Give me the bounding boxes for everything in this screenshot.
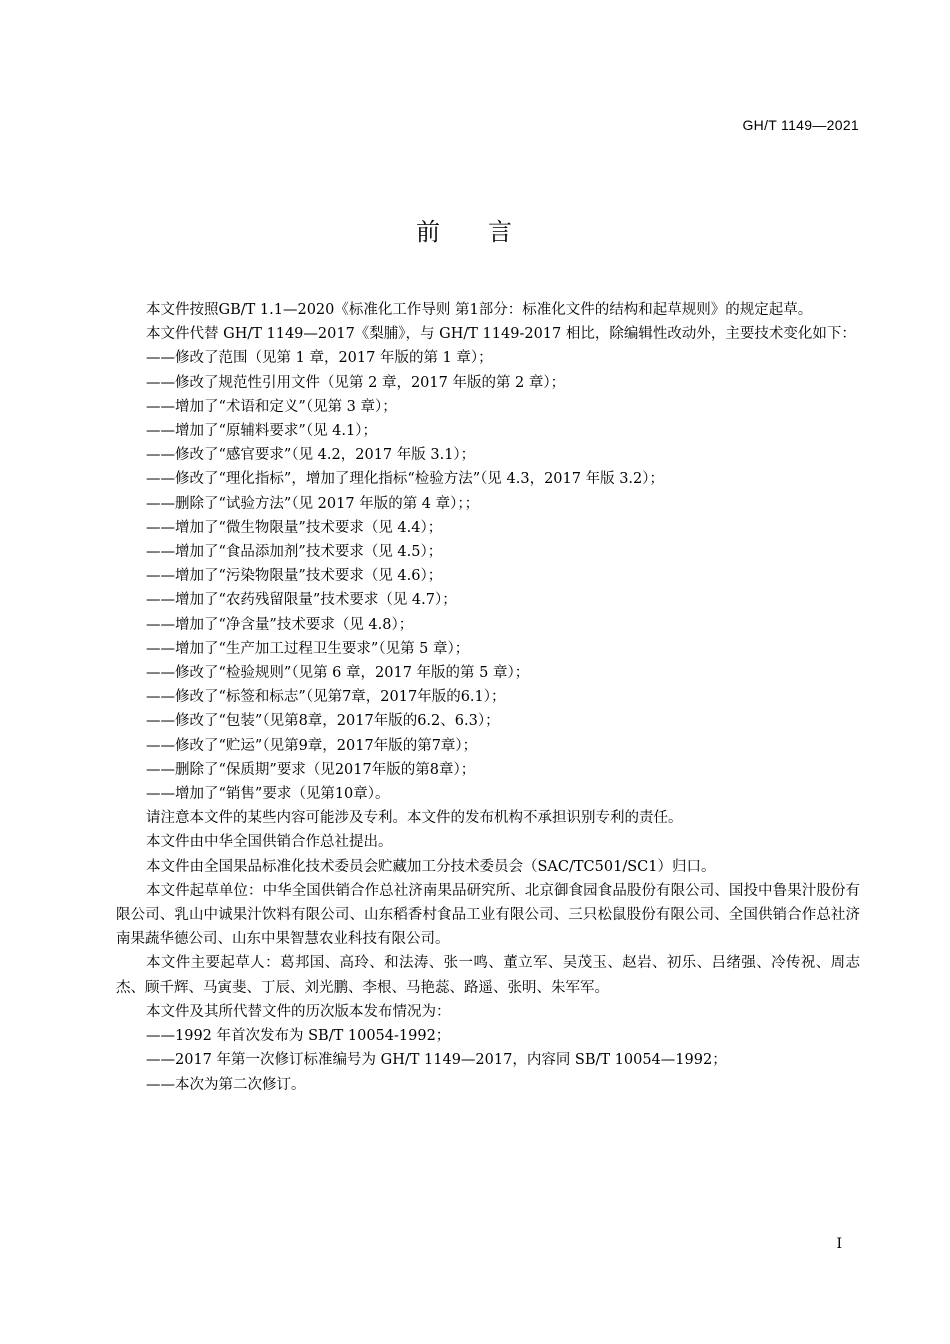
change-item: ——增加了“污染物限量”技术要求（见 4.6）； — [146, 568, 443, 585]
note-paragraph: 本文件主要起草人：葛邦国、高玲、和法涛、张一鸣、董立军、吴茂玉、赵岩、初乐、吕绪强、冷传祝、周志杰、顾千辉、马寅斐、丁辰、刘光鹏、李根、马艳蕊、路遥、张明、朱军军。 — [116, 955, 860, 996]
change-item: ——修改了范围（见第 1 章，2017 年版的第 1 章）； — [146, 350, 493, 367]
change-item: ——增加了“销售”要求（见第10章）。 — [146, 786, 390, 803]
history-item: ——本次为第二次修订。 — [146, 1076, 306, 1093]
change-item: ——修改了“检验规则”（见第 6 章，2017 年版的第 5 章）； — [146, 665, 530, 682]
change-item: ——修改了“包装”（见第8章，2017年版的6.2、6.3）； — [146, 713, 500, 730]
change-item: ——增加了“净含量”技术要求（见 4.8）； — [146, 616, 414, 633]
foreword-body — [116, 298, 860, 1097]
note-paragraph: 本文件起草单位：中华全国供销合作总社济南果品研究所、北京御食园食品股份有限公司、国投中鲁果汁股份有限公司、乳山中诚果汁饮料有限公司、山东稻香村食品工业有限公司、三只松鼠股份有限公司、全国供销合作总社济南果蔬华德公司、山东中果智慧农业科技有限公司。 — [116, 882, 860, 948]
page-title: 前言 — [416, 218, 560, 246]
change-item: ——增加了“农药残留限量”技术要求（见 4.7）； — [146, 592, 457, 609]
change-item: ——增加了“食品添加剂”技术要求（见 4.5）； — [146, 544, 443, 561]
history-item: ——1992 年首次发布为 SB/T 10054-1992； — [146, 1028, 451, 1045]
page-number: I — [836, 1236, 842, 1252]
change-item: ——修改了规范性引用文件（见第 2 章，2017 年版的第 2 章）； — [146, 374, 566, 391]
change-item: ——修改了“理化指标”，增加了理化指标“检验方法”（见 4.3，2017 年版 3.2）； — [146, 471, 664, 488]
change-item: ——增加了“术语和定义”（见第 3 章）； — [146, 398, 397, 415]
change-item: ——删除了“试验方法”（见 2017 年版的第 4 章）；； — [146, 495, 480, 512]
intro-paragraph: 本文件代替 GH/T 1149—2017《梨脯》，与 GH/T 1149-2017 相比，除编辑性改动外，主要技术变化如下： — [146, 326, 856, 343]
intro-paragraph: 本文件按照GB/T 1.1—2020《标准化工作导则 第1部分：标准化文件的结构和起草规则》的规定起草。 — [146, 302, 813, 318]
change-item: ——增加了“生产加工过程卫生要求”（见第 5 章）； — [146, 640, 470, 657]
note-paragraph: 本文件由中华全国供销合作总社提出。 — [146, 834, 393, 851]
note-paragraph: 本文件及其所代替文件的历次版本发布情况为： — [146, 1003, 451, 1020]
note-paragraph: 本文件由全国果品标准化技术委员会贮藏加工分技术委员会（SAC/TC501/SC1）归口。 — [146, 858, 716, 875]
change-item: ——增加了“微生物限量”技术要求（见 4.4）； — [146, 519, 443, 536]
change-item: ——删除了“保质期”要求（见2017年版的第8章）； — [146, 761, 476, 778]
change-item: ——增加了“原辅料要求”（见 4.1）； — [146, 423, 377, 440]
note-paragraph: 请注意本文件的某些内容可能涉及专利。本文件的发布机构不承担识别专利的责任。 — [146, 810, 683, 827]
standard-code: GH/T 1149—2021 — [742, 117, 859, 133]
change-item: ——修改了“感官要求”（见 4.2，2017 年版 3.1）； — [146, 447, 476, 464]
history-item: ——2017 年第一次修订标准编号为 GH/T 1149—2017，内容同 SB/T 10054—1992； — [146, 1052, 727, 1069]
change-item: ——修改了“标签和标志”（见第7章，2017年版的6.1）； — [146, 689, 506, 706]
change-item: ——修改了“贮运”（见第9章，2017年版的第7章）； — [146, 737, 478, 754]
